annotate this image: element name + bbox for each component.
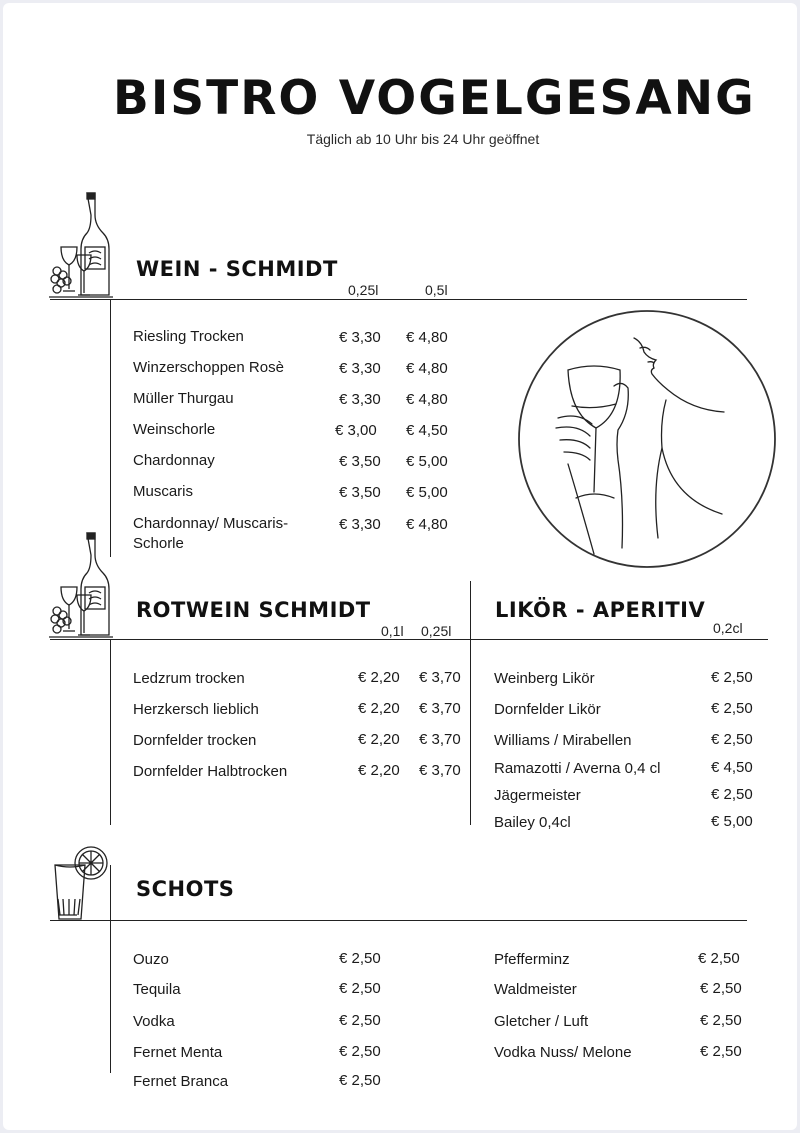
red-wine-item-price-01: € 2,20	[358, 700, 400, 717]
liqueur-item-name: Bailey 0,4cl	[494, 814, 571, 831]
shot-item-name: Waldmeister	[494, 981, 577, 998]
wine-item-price-025: € 3,30	[339, 516, 381, 533]
red-wine-item-name: Dornfelder trocken	[133, 732, 257, 749]
shot-item-price: € 2,50	[700, 1012, 742, 1029]
wine-section-title: WEIN - SCHMIDT	[136, 257, 338, 281]
wine-item-price-05: € 4,80	[406, 329, 448, 346]
liqueur-item-price: € 2,50	[711, 731, 753, 748]
liqueur-item-price: € 2,50	[711, 786, 753, 803]
red-wine-item-name: Herzkersch lieblich	[133, 701, 259, 718]
shot-item-name: Vodka	[133, 1013, 175, 1030]
shot-item-price: € 2,50	[339, 980, 381, 997]
wine-item-price-025: € 3,30	[339, 391, 381, 408]
red-wine-col-01: 0,1l	[381, 623, 404, 639]
liqueur-item-name: Dornfelder Likör	[494, 701, 601, 718]
wine-divider	[50, 299, 747, 300]
liqueur-col-02cl: 0,2cl	[713, 620, 743, 636]
wine-item-price-025: € 3,50	[339, 453, 381, 470]
wine-item-name: Muscaris	[133, 483, 194, 500]
shot-item-name: Gletcher / Luft	[494, 1013, 589, 1030]
wine-item-price-025: € 3,50	[339, 484, 381, 501]
shot-item-price: € 2,50	[339, 1012, 381, 1029]
wine-item-price-025: € 3,00	[335, 422, 377, 439]
wine-item-price-05: € 4,50	[406, 422, 448, 439]
wine-item-name: Müller Thurgau	[133, 390, 234, 407]
menu-page	[3, 3, 797, 1130]
shot-item-price: € 2,50	[339, 1043, 381, 1060]
red-wine-divider	[50, 639, 768, 640]
wine-item-price-05: € 5,00	[406, 453, 448, 470]
shot-item-price: € 2,50	[339, 950, 381, 967]
wine-item-name: Riesling Trocken	[133, 328, 244, 345]
page-title: BISTRO VOGELGESANG	[113, 71, 756, 126]
shot-item-price: € 2,50	[339, 1072, 381, 1089]
woman-with-wine-glass-illustration	[516, 308, 778, 570]
opening-hours: Täglich ab 10 Uhr bis 24 Uhr geöffnet	[306, 131, 540, 147]
red-wine-item-name: Ledzrum trocken	[133, 670, 245, 687]
shots-vertical-rule	[110, 865, 111, 1073]
shot-item-price: € 2,50	[700, 1043, 742, 1060]
red-wine-vertical-rule	[110, 639, 111, 825]
red-wine-section-title: ROTWEIN SCHMIDT	[136, 598, 371, 622]
wine-vertical-rule	[110, 299, 111, 557]
wine-item-price-05: € 5,00	[406, 484, 448, 501]
shots-divider	[50, 920, 747, 921]
shot-item-price: € 2,50	[698, 950, 740, 967]
shot-item-name: Vodka Nuss/ Melone	[494, 1044, 632, 1061]
shot-item-name: Ouzo	[133, 951, 169, 968]
wine-col-025: 0,25l	[348, 282, 379, 298]
wine-item-name: Winzerschoppen Rosè	[133, 359, 284, 376]
liqueur-item-name: Weinberg Likör	[494, 670, 595, 687]
liqueur-item-name: Jägermeister	[494, 787, 581, 804]
red-wine-item-price-01: € 2,20	[358, 731, 400, 748]
wine-item-price-05: € 4,80	[406, 360, 448, 377]
liqueur-item-price: € 2,50	[711, 700, 753, 717]
liqueur-item-price: € 5,00	[711, 813, 753, 830]
shot-item-name: Pfefferminz	[494, 951, 570, 968]
liqueur-item-name: Ramazotti / Averna 0,4 cl	[494, 760, 661, 777]
shot-glass-lemon-icon	[49, 843, 111, 923]
shot-item-name: Fernet Branca	[133, 1073, 229, 1090]
wine-item-name: Chardonnay/ Muscaris-Schorle	[133, 515, 289, 552]
shots-section-title: SCHOTS	[136, 877, 235, 901]
liqueur-item-price: € 4,50	[711, 759, 753, 776]
red-wine-item-price-025: € 3,70	[419, 700, 461, 717]
red-wine-item-name: Dornfelder Halbtrocken	[133, 763, 288, 780]
red-wine-item-price-025: € 3,70	[419, 731, 461, 748]
liqueur-item-price: € 2,50	[711, 669, 753, 686]
red-wine-item-price-01: € 2,20	[358, 762, 400, 779]
wine-item-price-05: € 4,80	[406, 391, 448, 408]
shot-item-price: € 2,50	[700, 980, 742, 997]
red-wine-item-price-025: € 3,70	[419, 762, 461, 779]
wine-item-name: Weinschorle	[133, 421, 216, 438]
wine-item-price-025: € 3,30	[339, 329, 381, 346]
red-wine-item-price-01: € 2,20	[358, 669, 400, 686]
red-wine-item-price-025: € 3,70	[419, 669, 461, 686]
red-wine-col-025: 0,25l	[421, 623, 452, 639]
wine-item-price-05: € 4,80	[406, 516, 448, 533]
wine-col-05: 0,5l	[425, 282, 448, 298]
wine-bottle-glasses-icon	[47, 191, 115, 299]
shot-item-name: Tequila	[133, 981, 181, 998]
liqueur-section-title: LIKÖR - APERITIV	[495, 598, 706, 622]
wine-item-name: Chardonnay	[133, 452, 215, 469]
wine-item-price-025: € 3,30	[339, 360, 381, 377]
shot-item-name: Fernet Menta	[133, 1044, 223, 1061]
wine-bottle-glasses-icon	[47, 531, 115, 639]
liqueur-item-name: Williams / Mirabellen	[494, 732, 632, 749]
column-separator	[470, 581, 471, 825]
